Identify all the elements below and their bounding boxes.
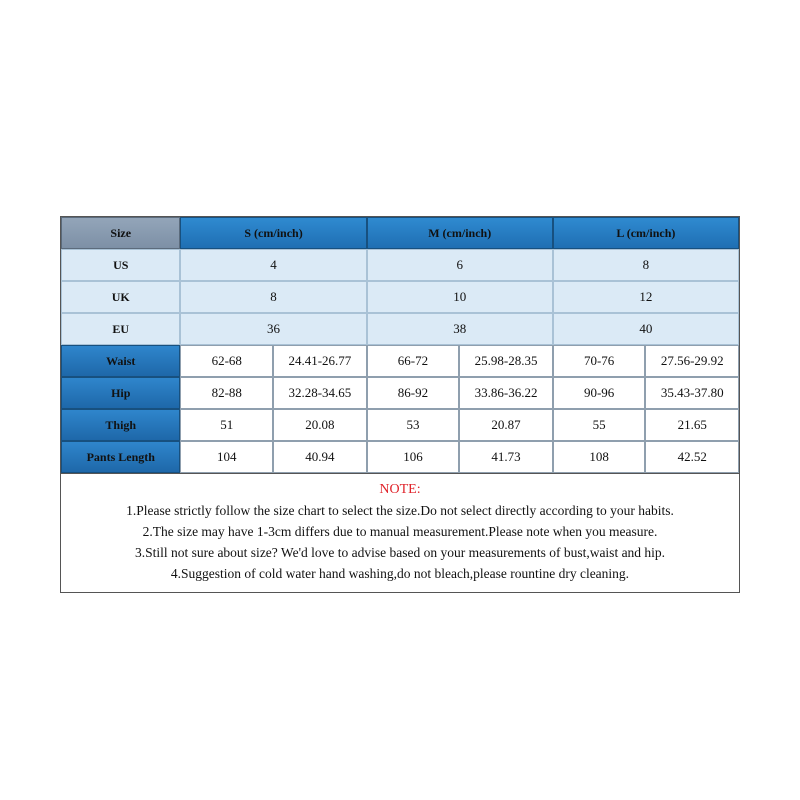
us-m-value: 6 — [367, 249, 553, 281]
waist-m-inch: 25.98-28.35 — [459, 345, 553, 377]
thigh-l-inch: 21.65 — [645, 409, 739, 441]
waist-s-inch: 24.41-26.77 — [273, 345, 367, 377]
row-label-hip: Hip — [61, 377, 180, 409]
eu-m-value: 38 — [367, 313, 553, 345]
pants-length-row — [61, 441, 739, 473]
thigh-l-cm: 55 — [553, 409, 646, 441]
notes-section — [61, 473, 739, 592]
size-l-header: L (cm/inch) — [553, 217, 739, 249]
pants-length-s-cm: 104 — [180, 441, 273, 473]
waist-l-cm: 70-76 — [553, 345, 646, 377]
uk-l-value: 12 — [553, 281, 739, 313]
uk-row — [61, 281, 739, 313]
row-label-us: US — [61, 249, 180, 281]
pants-length-l-cm: 108 — [553, 441, 646, 473]
size-m-header: M (cm/inch) — [367, 217, 553, 249]
pants-length-m-inch: 41.73 — [459, 441, 553, 473]
size-chart-table — [60, 216, 740, 593]
row-label-eu: EU — [61, 313, 180, 345]
waist-s-cm: 62-68 — [180, 345, 273, 377]
row-label-thigh: Thigh — [61, 409, 180, 441]
row-label-waist: Waist — [61, 345, 180, 377]
note-line-3: 3.Still not sure about size? We'd love to advise based on your measurements of bust,waist and hip. — [134, 545, 666, 560]
eu-s-value: 36 — [180, 313, 366, 345]
note-line-1: 1.Please strictly follow the size chart to select the size.Do not select directly according to your habits. — [126, 503, 674, 518]
thigh-m-inch: 20.87 — [459, 409, 553, 441]
waist-l-inch: 27.56-29.92 — [645, 345, 739, 377]
pants-length-l-inch: 42.52 — [645, 441, 739, 473]
us-l-value: 8 — [553, 249, 739, 281]
us-s-value: 4 — [180, 249, 366, 281]
size-header-cell: Size — [61, 217, 180, 249]
header-row — [61, 217, 739, 249]
eu-l-value: 40 — [553, 313, 739, 345]
hip-l-inch: 35.43-37.80 — [645, 377, 739, 409]
hip-s-cm: 82-88 — [180, 377, 273, 409]
waist-row — [61, 345, 739, 377]
thigh-s-inch: 20.08 — [273, 409, 367, 441]
row-label-pants-length: Pants Length — [61, 441, 180, 473]
note-title: NOTE: — [379, 482, 421, 497]
note-line-2: 2.The size may have 1-3cm differs due to manual measurement.Please note when you measure. — [142, 524, 658, 539]
uk-s-value: 8 — [180, 281, 366, 313]
hip-s-inch: 32.28-34.65 — [273, 377, 367, 409]
thigh-s-cm: 51 — [180, 409, 273, 441]
pants-length-m-cm: 106 — [367, 441, 460, 473]
thigh-m-cm: 53 — [367, 409, 460, 441]
hip-m-inch: 33.86-36.22 — [459, 377, 553, 409]
row-label-uk: UK — [61, 281, 180, 313]
eu-row — [61, 313, 739, 345]
hip-m-cm: 86-92 — [367, 377, 460, 409]
note-line-4: 4.Suggestion of cold water hand washing,do not bleach,please rountine dry cleaning. — [170, 566, 630, 581]
hip-row — [61, 377, 739, 409]
uk-m-value: 10 — [367, 281, 553, 313]
thigh-row — [61, 409, 739, 441]
size-s-header: S (cm/inch) — [180, 217, 366, 249]
us-row — [61, 249, 739, 281]
hip-l-cm: 90-96 — [553, 377, 646, 409]
waist-m-cm: 66-72 — [367, 345, 460, 377]
pants-length-s-inch: 40.94 — [273, 441, 367, 473]
